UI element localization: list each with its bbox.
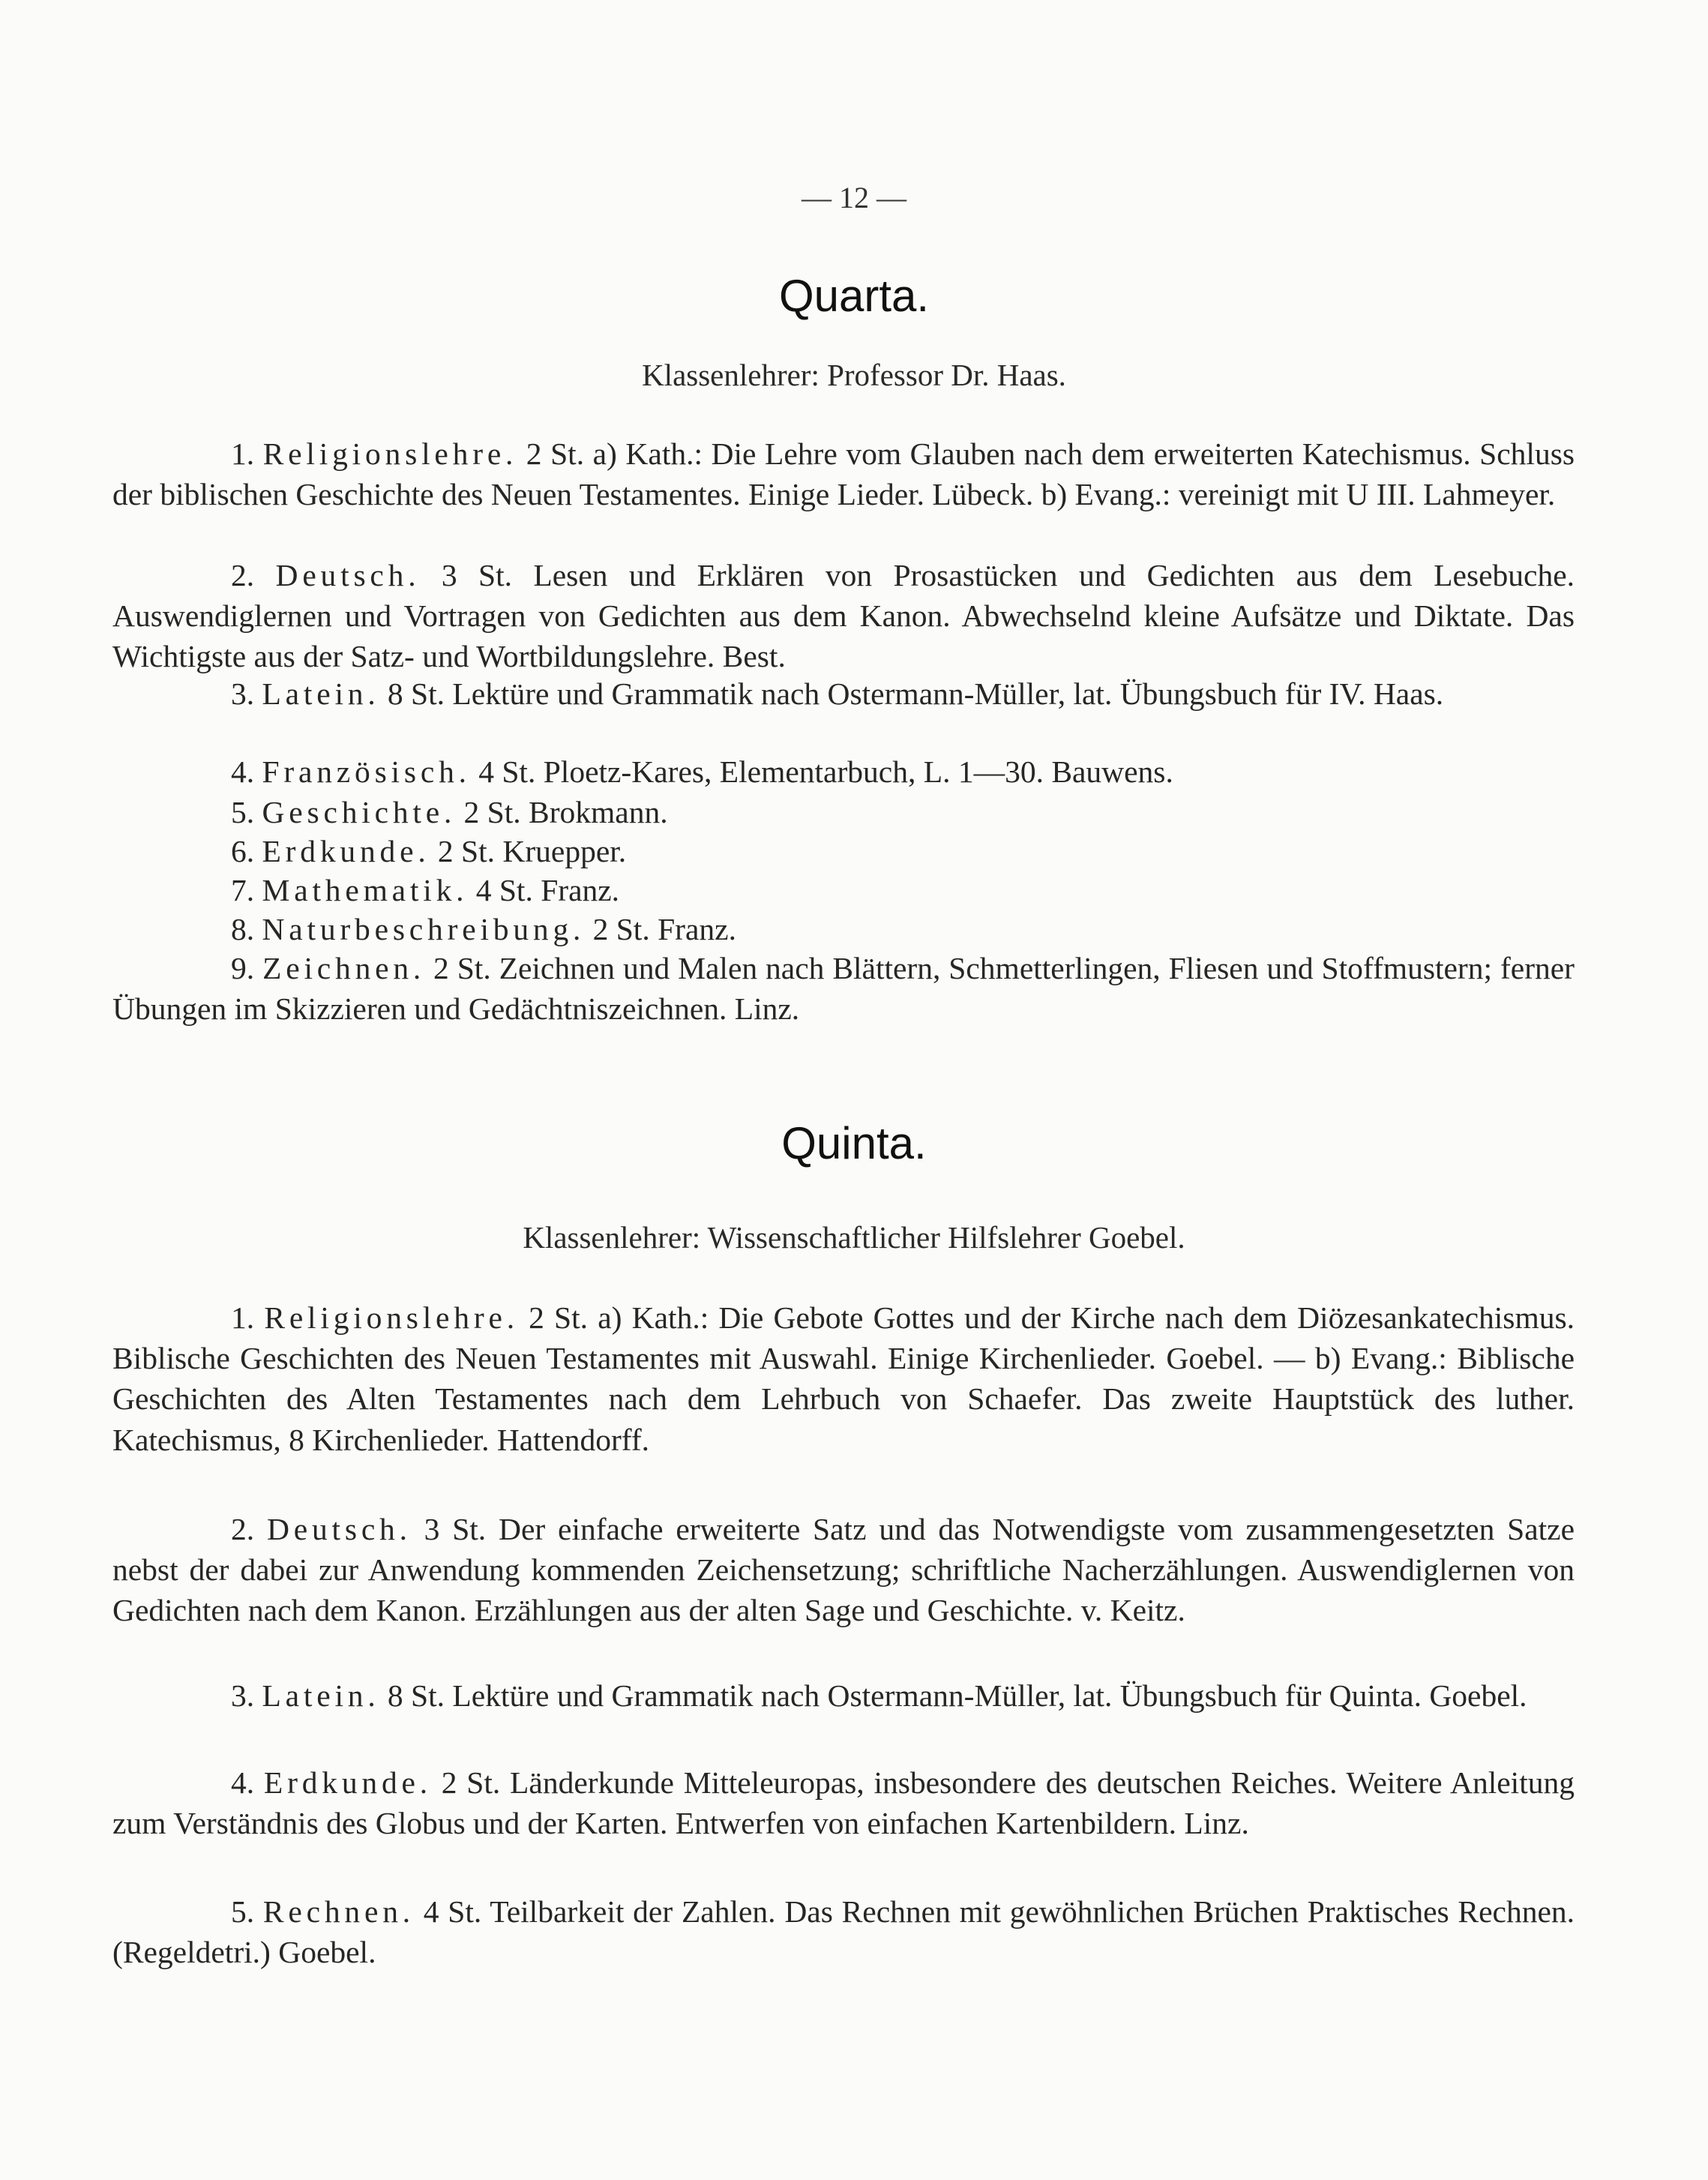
item-number: 7.: [231, 873, 255, 907]
item-number: 9.: [231, 951, 255, 985]
item-number: 4.: [231, 754, 255, 789]
quarta-item-5: [112, 792, 1575, 832]
subject-name: Erdkunde.: [263, 1765, 432, 1800]
item-number: 1.: [231, 436, 255, 471]
item-text: 4 St. Teilbarkeit der Zahlen. Das Rechnen mit gewöhnlichen Brüchen Praktisches Rechnen. (Regeldetri.) Goebel.: [112, 1894, 1575, 1970]
item-text: 2 St. Länderkunde Mitteleuropas, insbesondere des deutschen Reiches. Weitere Anleitung zum Verständnis des Globus und der Karten. Entwerfen von einfachen Kartenbildern. Linz.: [112, 1765, 1575, 1841]
subject-name: Religionslehre.: [264, 1300, 519, 1335]
class-teacher-quarta: Klassenlehrer: Professor Dr. Haas.: [642, 358, 1066, 392]
item-text: 8 St. Lektüre und Grammatik nach Ostermann-Müller, lat. Übungsbuch für IV. Haas.: [379, 676, 1444, 711]
item-text: 2 St. Kruepper.: [430, 834, 627, 868]
subject-name: Latein.: [262, 676, 380, 711]
item-text: 3 St. Der einfache erweiterte Satz und das Notwendigste vom zusammengesetzten Satze nebst der dabei zur Anwendung kommenden Zeichensetzung; schriftliche Nacherzählungen. Auswendiglernen von Gedichten nach dem Kanon. Erzählungen aus der alten Sage und Geschichte. v. Keitz.: [112, 1512, 1575, 1628]
quarta-item-4: [112, 751, 1575, 792]
section-heading-quarta: Quarta.: [778, 271, 930, 321]
quinta-item-5: [112, 1891, 1575, 1972]
quarta-item-9: [112, 948, 1575, 1029]
item-number: 2.: [231, 1512, 255, 1546]
quinta-item-4: [112, 1762, 1575, 1843]
subject-name: Deutsch.: [266, 1512, 412, 1546]
item-text: 4 St. Ploetz-Kares, Elementarbuch, L. 1—30. Bauwens.: [470, 754, 1173, 789]
item-text: 2 St. Brokmann.: [456, 795, 668, 829]
item-number: 5.: [231, 795, 255, 829]
item-text: 8 St. Lektüre und Grammatik nach Ostermann-Müller, lat. Übungsbuch für Quinta. Goebel.: [379, 1678, 1527, 1713]
section-heading-quinta: Quinta.: [781, 1118, 927, 1168]
quarta-item-1: [112, 433, 1575, 514]
quarta-item-7: [112, 870, 1575, 910]
item-number: 3.: [231, 676, 255, 711]
subject-name: Religionslehre.: [262, 436, 518, 471]
item-number: 3.: [231, 1678, 255, 1713]
quarta-item-6: [112, 831, 1575, 871]
item-number: 8.: [231, 912, 255, 946]
subject-name: Erdkunde.: [262, 834, 430, 868]
subject-name: Zeichnen.: [262, 951, 426, 985]
subject-name: Mathematik.: [262, 873, 469, 907]
item-number: 4.: [231, 1765, 255, 1800]
subject-name: Rechnen.: [262, 1894, 415, 1929]
item-text: 2 St. a) Kath.: Die Gebote Gottes und der Kirche nach dem Diözesankatechismus. Biblische Geschichten des Neuen Testamentes mit Auswahl. Einige Kirchenlieder. Goebel. — b) Evang.: Biblische Geschichten des Alten Testamentes nach dem Lehrbuch von Schaefer. Das zweite Hauptstück des luther. Katechismus, 8 Kirchenlieder. Hattendorff.: [112, 1300, 1575, 1457]
class-teacher-quinta: Klassenlehrer: Wissenschaftlicher Hilfslehrer Goebel.: [523, 1220, 1185, 1255]
quarta-item-2: [112, 555, 1575, 677]
quarta-item-8: [112, 909, 1575, 949]
item-number: 6.: [231, 834, 255, 868]
item-number: 5.: [231, 1894, 255, 1929]
quinta-item-3: [112, 1675, 1575, 1716]
item-text: 2 St. Zeichnen und Malen nach Blättern, Schmetterlingen, Fliesen und Stoffmustern; ferner Übungen im Skizzieren und Gedächtniszeichnen. Linz.: [112, 951, 1575, 1027]
item-number: 1.: [231, 1300, 255, 1335]
quarta-item-3: [112, 673, 1575, 714]
item-text: 3 St. Lesen und Erklären von Prosastücken und Gedichten aus dem Lesebuche. Auswendiglernen und Vortragen von Gedichten aus dem Kanon. Abwechselnd kleine Aufsätze und Diktate. Das Wichtigste aus der Satz- und Wortbildungslehre. Best.: [112, 558, 1575, 674]
subject-name: Geschichte.: [262, 795, 457, 829]
quinta-item-2: [112, 1509, 1575, 1631]
item-text: 4 St. Franz.: [468, 873, 620, 907]
item-text: 2 St. a) Kath.: Die Lehre vom Glauben nach dem erweiterten Katechismus. Schluss der biblischen Geschichte des Neuen Testamentes. Einige Lieder. Lübeck. b) Evang.: vereinigt mit U III. Lahmeyer.: [112, 436, 1575, 512]
item-number: 2.: [231, 558, 255, 592]
quinta-item-1: [112, 1297, 1575, 1460]
subject-name: Latein.: [262, 1678, 380, 1713]
subject-name: Französisch.: [262, 754, 471, 789]
subject-name: Deutsch.: [275, 558, 421, 592]
page-number: — 12 —: [802, 181, 906, 214]
item-text: 2 St. Franz.: [585, 912, 736, 946]
subject-name: Naturbeschreibung.: [262, 912, 586, 946]
